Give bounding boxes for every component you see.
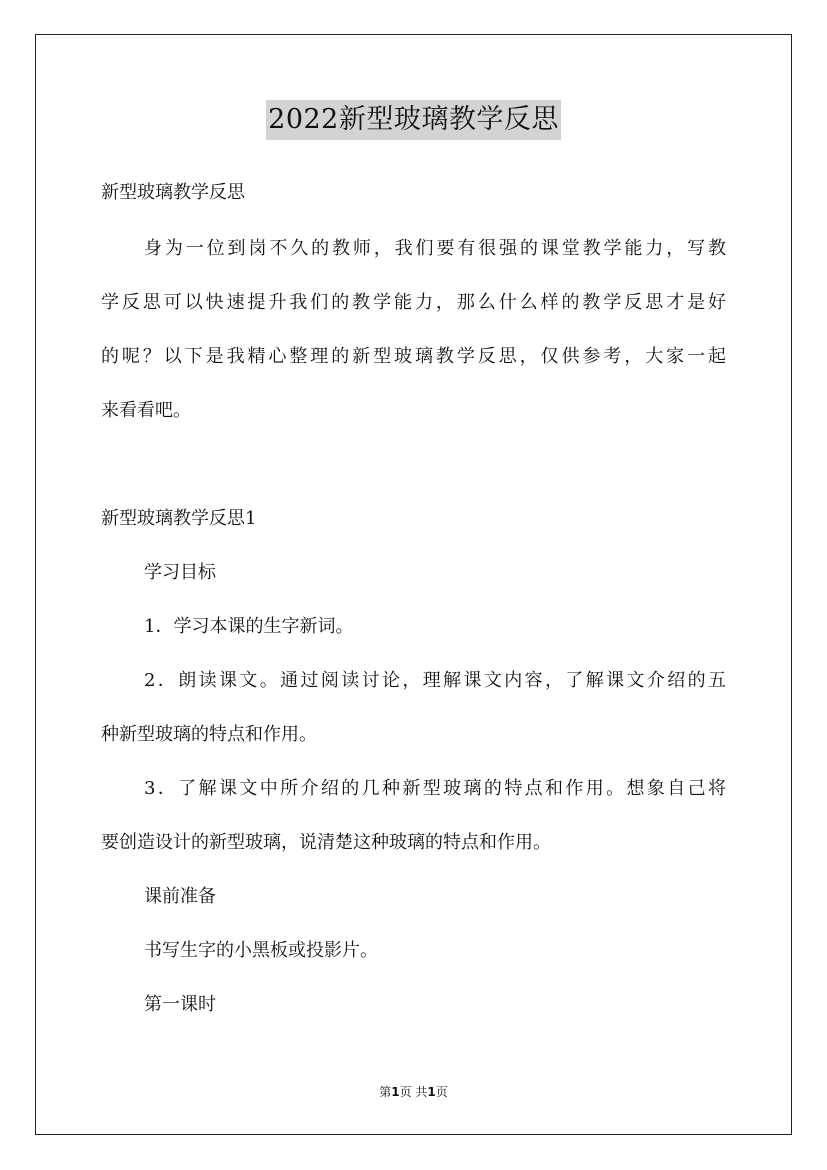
footer-total-pages: 1 (427, 1085, 436, 1099)
goal-item-3-line-1: 3．了解课文中所介绍的几种新型玻璃的特点和作用。想象自己将 (144, 778, 726, 799)
page-footer (0, 1084, 827, 1100)
intro-line-2: 学反思可以快速提升我们的教学能力，那么什么样的教学反思才是好 (101, 292, 726, 313)
prep-text: 书写生字的小黑板或投影片。 (144, 940, 378, 961)
footer-prefix: 第 (379, 1085, 392, 1099)
footer-suffix: 页 (435, 1085, 448, 1099)
footer-mid: 页 共 (399, 1085, 428, 1099)
footer-current-page: 1 (391, 1085, 400, 1099)
section-heading-1: 新型玻璃教学反思1 (101, 508, 257, 529)
intro-line-4: 来看看吧。 (101, 400, 191, 421)
intro-line-3: 的呢？以下是我精心整理的新型玻璃教学反思，仅供参考，大家一起 (101, 346, 726, 367)
goal-item-3-line-2: 要创造设计的新型玻璃，说清楚这种玻璃的特点和作用。 (101, 832, 551, 853)
goal-item-2-line-1: 2．朗读课文。通过阅读讨论，理解课文内容，了解课文介绍的五 (144, 670, 726, 691)
intro-line-1: 身为一位到岗不久的教师，我们要有很强的课堂教学能力，写教 (144, 238, 726, 259)
document-subtitle: 新型玻璃教学反思 (101, 182, 245, 203)
title-container (0, 100, 827, 140)
goal-item-2-line-2: 种新型玻璃的特点和作用。 (101, 724, 317, 745)
lesson-heading: 第一课时 (144, 994, 216, 1015)
document-title: 2022新型玻璃教学反思 (266, 100, 561, 140)
goal-item-1: 1．学习本课的生字新词。 (144, 616, 354, 637)
prep-heading: 课前准备 (144, 886, 216, 907)
goals-heading: 学习目标 (144, 562, 216, 583)
